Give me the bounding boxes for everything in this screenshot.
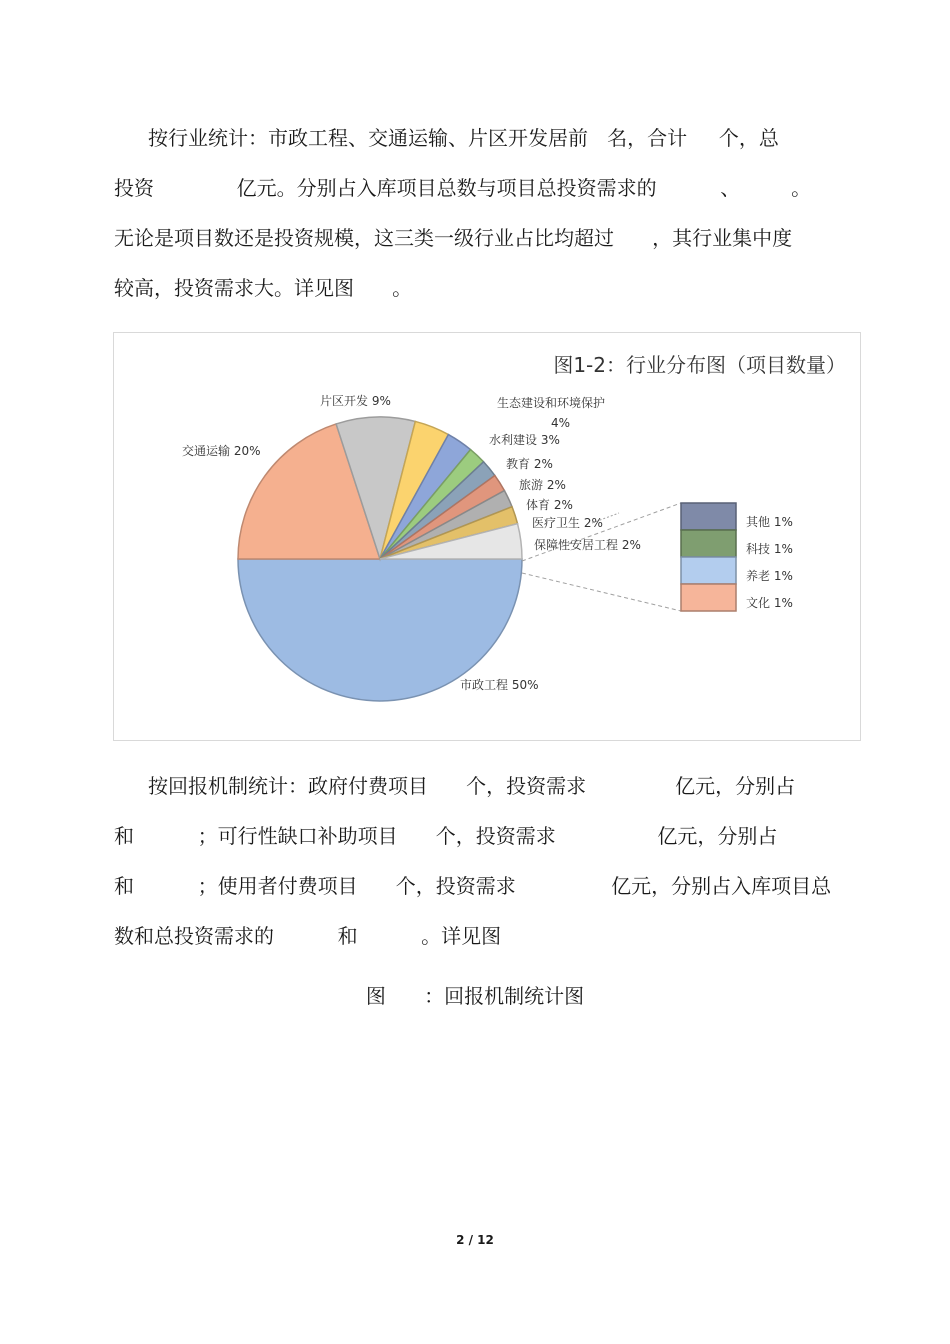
text-line: 数和总投资需求的 和 。详见图 [114, 924, 502, 948]
legend-elder: 养老 1% [746, 569, 793, 583]
figure-caption: 图 ：回报机制统计图 [365, 984, 585, 1008]
label-water: 水利建设 3% [489, 433, 560, 447]
legend-swatch [681, 584, 736, 611]
label-edu: 教育 2% [506, 457, 553, 471]
label-transport: 交通运输 20% [182, 444, 261, 458]
chart-title: 图1-2：行业分布图（项目数量） [553, 353, 846, 377]
label-medical: 医疗卫生 2% [532, 516, 603, 530]
label-eco: 生态建设和环境保护 [497, 396, 606, 410]
legend-swatch [681, 557, 736, 584]
label-municipal: 市政工程 50% [460, 678, 539, 692]
label-sport: 体育 2% [526, 498, 573, 512]
connector-line [522, 573, 681, 611]
label-eco-pct: 4% [551, 416, 571, 430]
pie-svg [114, 333, 862, 742]
label-district: 片区开发 9% [320, 394, 391, 408]
page-number: 2 / 12 [456, 1233, 494, 1247]
legend-culture: 文化 1% [746, 596, 793, 610]
label-housing: 保障性安居工程 2% [534, 538, 641, 552]
legend-swatch [681, 530, 736, 557]
text-line: 按行业统计：市政工程、交通运输、片区开发居前 名，合计 个，总 [148, 126, 779, 150]
label-tour: 旅游 2% [519, 478, 566, 492]
legend-tech: 科技 1% [746, 542, 793, 556]
text-line: 和 ；可行性缺口补助项目 个，投资需求 亿元，分别占 [114, 824, 778, 848]
text-line: 投资 亿元。分别占入库项目总数与项目总投资需求的 、 。 [114, 176, 812, 200]
text-line: 按回报机制统计：政府付费项目 个，投资需求 亿元，分别占 [148, 774, 796, 798]
text-line: 和 ；使用者付费项目 个，投资需求 亿元，分别占入库项目总 [114, 874, 832, 898]
legend-swatch [681, 503, 736, 530]
text-line: 无论是项目数还是投资规模，这三类一级行业占比均超过 ，其行业集中度 [114, 226, 793, 250]
industry-pie-chart [113, 332, 861, 741]
legend-other: 其他 1% [746, 515, 793, 529]
text-line: 较高，投资需求大。详见图 。 [114, 276, 413, 300]
